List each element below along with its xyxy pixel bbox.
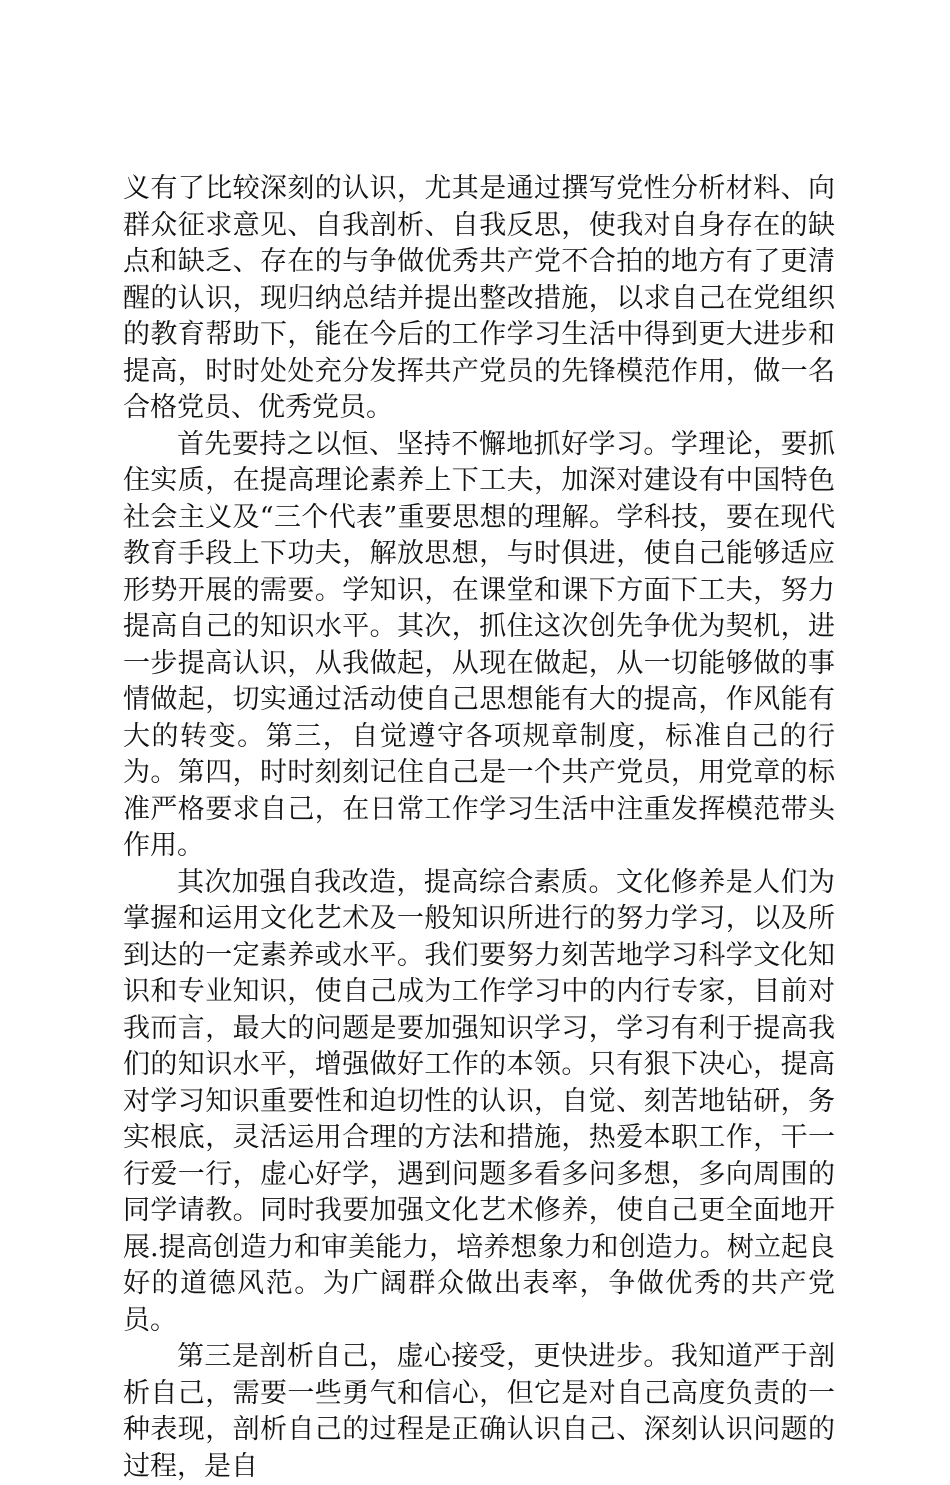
paragraph-continuation: 义有了比较深刻的认识，尤其是通过撰写党性分析材料、向群众征求意见、自我剖析、自我反思，使我对自身存在的缺点和缺乏、存在的与争做优秀共产党不合拍的地方有了更清醒的认识，现归纳总结并提出整改措施，以求自己在党组织的教育帮助下，能在今后的工作学习生活中得到更大进步和提高，时时处处充分发挥共产党员的先锋模范作用，做一名合格党员、优秀党员。 [123,173,835,423]
paragraph-self-improvement: 其次加强自我改造，提高综合素质。文化修养是人们为掌握和运用文化艺术及一般知识所进行的努力学习，以及所到达的一定素养或水平。我们要努力刻苦地学习科学文化知识和专业知识，使自己成为工作学习中的内行专家，目前对我而言，最大的问题是要加强知识学习，学习有利于提高我们的知识水平，增强做好工作的本领。只有狠下决心，提高对学习知识重要性和迫切性的认识，自觉、刻苦地钻研，务实根底，灵活运用合理的方法和措施，热爱本职工作，干一行爱一行，虚心好学，遇到问题多看多问多想，多向周围的同学请教。同时我要加强文化艺术修养，使自己更全面地开展.提高创造力和审美能力，培养想象力和创造力。树立起良好的道德风范。为广阔群众做出表率，争做优秀的共产党员。 [123,866,835,1336]
paragraph-study: 首先要持之以恒、坚持不懈地抓好学习。学理论，要抓住实质，在提高理论素养上下工夫，加深对建设有中国特色社会主义及“三个代表”重要思想的理解。学科技，要在现代教育手段上下功夫，解放思想，与时俱进，使自己能够适应形势开展的需要。学知识，在课堂和课下方面下工夫，努力提高自己的知识水平。其次，抓住这次创先争优为契机，进一步提高认识，从我做起，从现在做起，从一切能够做的事情做起，切实通过活动使自己思想能有大的提高，作风能有大的转变。第三，自觉遵守各项规章制度，标准自己的行为。第四，时时刻刻记住自己是一个共产党员，用党章的标准严格要求自己，在日常工作学习生活中注重发挥模范带头作用。 [123,428,835,861]
document-body [123,171,835,1485]
paragraph-self-analysis: 第三是剖析自己，虚心接受，更快进步。我知道严于剖析自己，需要一些勇气和信心，但它是对自己高度负责的一种表现，剖析自己的过程是正确认识自己、深刻认识问题的过程，是自 [123,1341,835,1482]
